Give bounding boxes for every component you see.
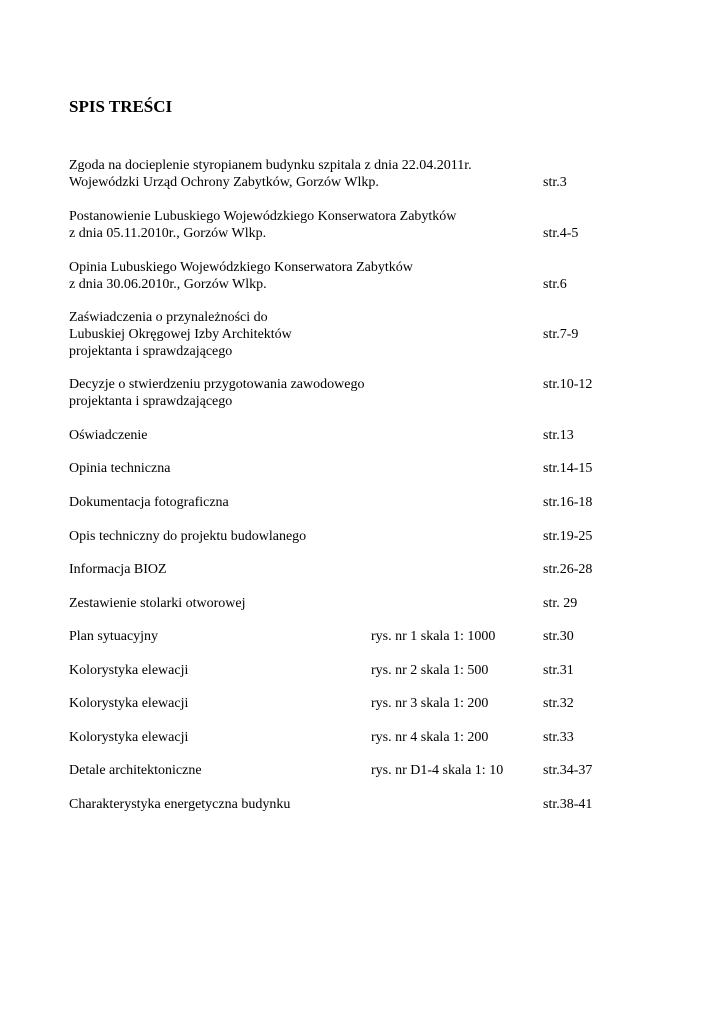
drawing-reference: rys. nr 4 skala 1: 200 [371,730,489,745]
page-number: str.13 [543,428,574,443]
entry-text-line: Charakterystyka energetyczna budynku [69,797,291,812]
entry-text-line: Opinia techniczna [69,461,171,476]
entry-text-line: Postanowienie Lubuskiego Wojewódzkiego Konserwatora Zabytków [69,209,457,224]
entry-text-line: Plan sytuacyjny [69,629,159,644]
page-number: str.38-41 [543,797,593,812]
entry-text-line: Dokumentacja fotograficzna [69,495,229,510]
page-number: str.10-12 [543,377,593,392]
entry-text-line: Decyzje o stwierdzeniu przygotowania zawodowego [69,377,365,392]
entry-text-line: Opis techniczny do projektu budowlanego [69,529,307,544]
entry-text-line: Kolorystyka elewacji [69,730,189,745]
page-number: str.31 [543,663,574,678]
entry-text-line: Zaświadczenia o przynależności do [69,310,268,325]
entry-text-line: z dnia 30.06.2010r., Gorzów Wlkp. [69,277,267,292]
page-number: str. 29 [543,596,578,611]
drawing-reference: rys. nr 3 skala 1: 200 [371,696,489,711]
page-number: str.33 [543,730,574,745]
entry-text-line: Oświadczenie [69,428,148,443]
entry-text-line: Detale architektoniczne [69,763,202,778]
page-number: str.30 [543,629,574,644]
page-number: str.6 [543,277,567,292]
entry-text-line: Wojewódzki Urząd Ochrony Zabytków, Gorzów Wlkp. [69,175,379,190]
entry-text-line: Zgoda na docieplenie styropianem budynku szpitala z dnia 22.04.2011r. [69,158,472,173]
entry-text-line: Kolorystyka elewacji [69,696,189,711]
entry-text-line: Opinia Lubuskiego Wojewódzkiego Konserwatora Zabytków [69,260,413,275]
entry-text-line: projektanta i sprawdzającego [69,344,233,359]
page-number: str.26-28 [543,562,593,577]
drawing-reference: rys. nr 1 skala 1: 1000 [371,629,496,644]
page-number: str.16-18 [543,495,593,510]
page-number: str.32 [543,696,574,711]
page-number: str.7-9 [543,327,579,342]
page-number: str.3 [543,175,567,190]
page-title: SPIS TREŚCI [69,97,173,116]
drawing-reference: rys. nr D1-4 skala 1: 10 [371,763,504,778]
page-number: str.19-25 [543,529,593,544]
entry-text-line: Informacja BIOZ [69,562,167,577]
page-number: str.4-5 [543,226,579,241]
entry-text-line: projektanta i sprawdzającego [69,394,233,409]
page-number: str.34-37 [543,763,593,778]
page-number: str.14-15 [543,461,593,476]
entry-text-line: z dnia 05.11.2010r., Gorzów Wlkp. [69,226,267,241]
entry-text-line: Zestawienie stolarki otworowej [69,596,246,611]
drawing-reference: rys. nr 2 skala 1: 500 [371,663,489,678]
entry-text-line: Kolorystyka elewacji [69,663,189,678]
entry-text-line: Lubuskiej Okręgowej Izby Architektów [69,327,292,342]
